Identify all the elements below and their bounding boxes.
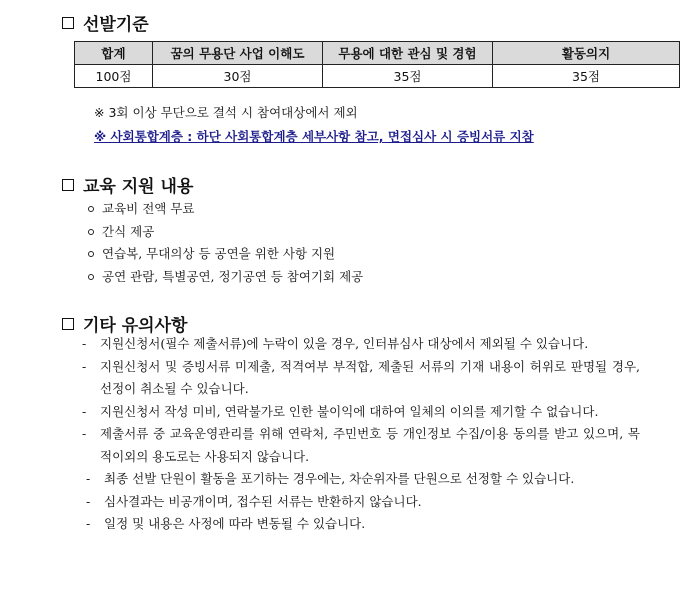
dash-bullet-icon: - [86,471,91,486]
section-title: 기타 유의사항 [83,316,188,336]
list-item [80,513,640,536]
checkbox-square-icon [62,179,74,191]
list-item-text: 연습복, 무대의상 등 공연을 위한 사항 지원 [102,246,336,261]
dash-bullet-icon: - [82,336,87,351]
list-item-text: 공연 관람, 특별공연, 정기공연 등 참여기회 제공 [102,268,364,284]
list-item [88,266,363,289]
list-item-text: 지원신청서(필수 제출서류)에 누락이 있을 경우, 인터뷰심사 대상에서 제외될 수 있습니다. [100,336,589,351]
list-item [80,401,640,424]
table-header-cell: 무용에 대한 관심 및 경험 [323,42,493,65]
list-item [80,423,640,468]
table-header-cell: 합계 [75,42,153,65]
table-cell: 35점 [323,65,493,88]
list-item [88,243,363,266]
circle-bullet-icon [88,206,94,212]
checkbox-square-icon [62,318,74,330]
support-list [88,198,363,288]
dash-bullet-icon: - [86,516,91,531]
table-cell: 100점 [75,65,153,88]
list-item [88,198,363,221]
list-item [80,468,640,491]
list-item-text: 최종 선발 단원이 활동을 포기하는 경우에는, 차순위자를 단원으로 선정할 수 있습니다. [104,471,575,486]
list-item-text: 일정 및 내용은 사정에 따라 변동될 수 있습니다. [104,516,366,531]
section-heading-selection [62,10,149,35]
list-item-text: 간식 제공 [102,223,155,239]
list-item-text: 지원신청서 및 증빙서류 미제출, 적격여부 부적합, 제출된 서류의 기재 내용이 허위로 판명될 경우, 선정이 취소될 수 있습니다. [100,358,640,396]
section-heading-support [62,172,193,197]
section-title: 선발기준 [83,15,149,35]
table-cell: 30점 [153,65,323,88]
criteria-table [74,41,680,88]
table-row [75,65,680,88]
social-integration-note: ※ 사회통합계층 : 하단 사회통합계층 세부사항 참고, 면접심사 시 증빙서류 지참 [94,129,534,144]
list-item-text: 심사결과는 비공개이며, 접수된 서류는 반환하지 않습니다. [104,493,422,509]
table-header-cell: 꿈의 무용단 사업 이해도 [153,42,323,65]
dash-bullet-icon: - [82,403,87,419]
list-item [80,356,640,401]
list-item-text: 제출서류 중 교육운영관리를 위해 연락처, 주민번호 등 개인정보 수집/이용 동의를 받고 있으며, 목적이외의 용도로는 사용되지 않습니다. [100,426,640,464]
circle-bullet-icon [88,274,94,280]
checkbox-square-icon [62,17,74,29]
list-item [80,333,640,356]
list-item-text: 지원신청서 작성 미비, 연락불가로 인한 불이익에 대하여 일체의 이의를 제기할 수 없습니다. [100,403,599,419]
list-item-text: 교육비 전액 무료 [102,201,195,216]
table-header-row [75,42,680,65]
section-title: 교육 지원 내용 [83,177,194,197]
list-item [88,221,363,244]
list-item [80,491,640,514]
circle-bullet-icon [88,229,94,235]
dash-bullet-icon: - [82,426,87,441]
notice-list [80,333,640,536]
table-cell: 35점 [493,65,680,88]
dash-bullet-icon: - [86,493,91,509]
dash-bullet-icon: - [82,358,87,374]
circle-bullet-icon [88,251,94,257]
table-header-cell: 활동의지 [493,42,680,65]
attendance-note: ※ 3회 이상 무단으로 결석 시 참여대상에서 제외 [94,105,358,120]
